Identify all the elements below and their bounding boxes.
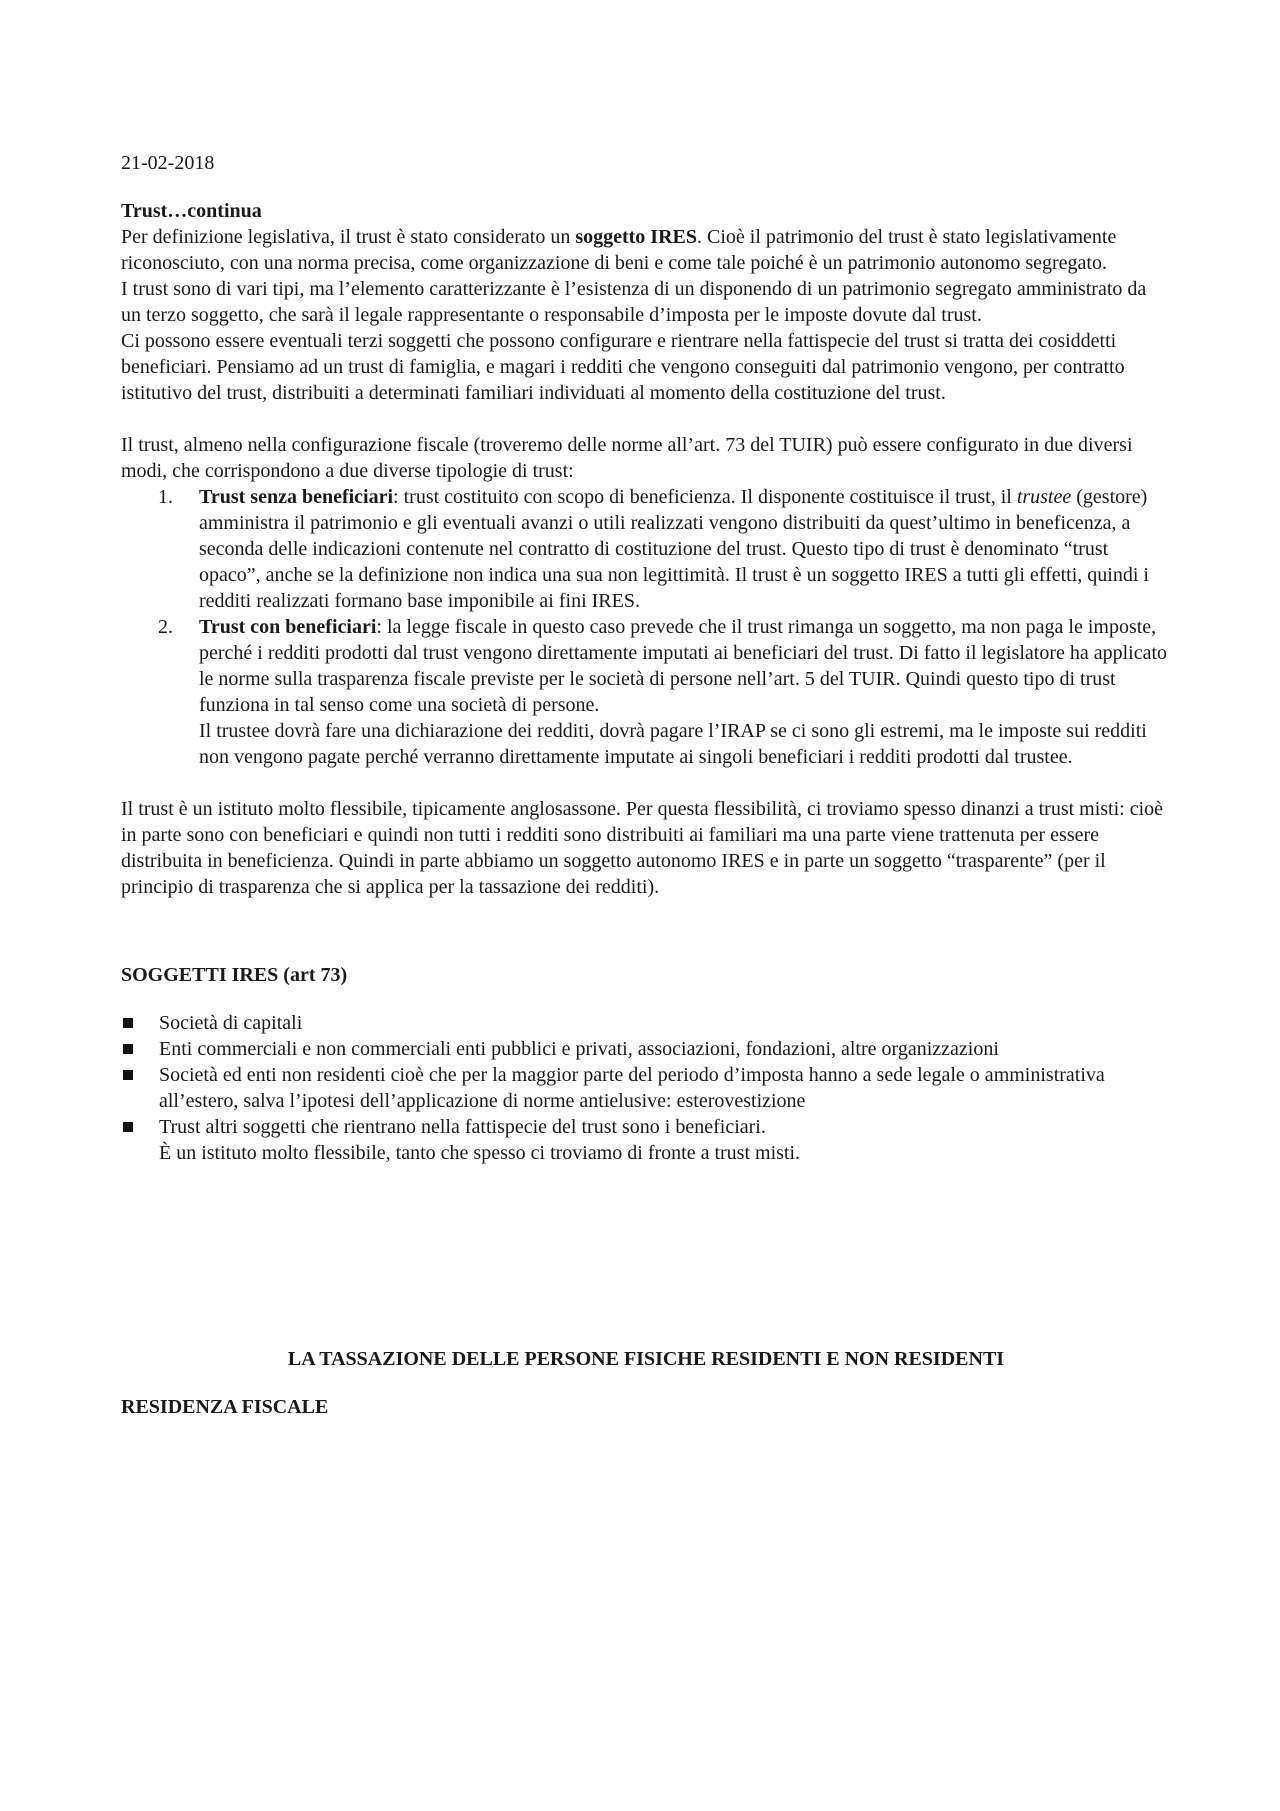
list-item-text-continued: (gestore) amministra il patrimonio e gli eventuali avanzi o utili realizzati vengono distribuiti da quest’ultimo in beneficenza, a seconda delle indicazioni contenute nel contratto di costituzione del trust. Questo tipo di trust è denominato “trust opaco”, anche se la definizione non indica una sua non legittimità. Il trust è un soggetto IRES a tutti gli effetti, quindi i redditi realizzati formano base imponibile ai fini IRES. xyxy=(199,486,1149,612)
list-item-bold: Trust con beneficiari xyxy=(199,616,377,638)
list-item xyxy=(121,1114,1171,1166)
document-date: 21-02-2018 xyxy=(121,152,215,174)
spacer xyxy=(121,988,1171,1010)
list-item-bold: Trust senza beneficiari xyxy=(199,486,394,508)
trust-types-list xyxy=(121,484,1171,770)
list-item-text: : la legge fiscale in questo caso prevede che il trust rimanga un soggetto, ma non paga le imposte, perché i redditi prodotti dal trust vengono direttamente imputati ai beneficiari del trust. Di fatto il legislatore ha applicato le norme sulla trasparenza fiscale previste per le società di persone nell’art. 5 del TUIR. Quindi questo tipo di trust funziona in tal senso come una società di persone. xyxy=(199,616,1168,716)
paragraph-beneficiari: Ci possono essere eventuali terzi soggetti che possono configurare e rientrare nella fattispecie del trust si tratta dei cosiddetti beneficiari. Pensiamo ad un trust di famiglia, e magari i redditi che vengono conseguiti dal patrimonio vengono, per contratto istitutivo del trust, distribuiti a determinati familiari individuati al momento della costituzione del trust. xyxy=(121,330,1125,404)
paragraph-definition-pre: Per definizione legislativa, il trust è stato considerato un xyxy=(121,226,576,248)
bold-soggetto-ires: soggetto IRES xyxy=(575,226,697,248)
paragraph-configuration: Il trust, almeno nella configurazione fiscale (troveremo delle norme all’art. 73 del TUIR) può essere configurato in due diversi modi, che corrispondono a due diverse tipologie di trust: xyxy=(121,434,1133,482)
list-item xyxy=(121,1062,1171,1114)
list-number: 1. xyxy=(158,486,173,508)
spacer xyxy=(121,1166,1171,1256)
square-bullet-icon xyxy=(123,1122,133,1132)
list-number: 2. xyxy=(158,616,173,638)
section-title-trust: Trust…continua xyxy=(121,200,262,222)
paragraph-types: I trust sono di vari tipi, ma l’elemento caratterizzante è l’esistenza di un disponendo di un patrimonio segregato amministrato da un terzo soggetto, che sarà il legale rappresentante o responsabile d’imposta per le imposte dovute dal trust. xyxy=(121,278,1147,326)
list-item-trust-senza-beneficiari xyxy=(121,484,1171,614)
paragraph-definition-post: . Cioè il patrimonio del trust è stato legislativamente riconosciuto, con una norma precisa, come organizzazione di beni e come tale poiché è un patrimonio autonomo segregato. xyxy=(121,226,1117,274)
list-item-text: Società ed enti non residenti cioè che per la maggior parte del periodo d’imposta hanno a sede legale o amministrativa all’estero, salva l’ipotesi dell’applicazione di norme antielusive: esterovestizione xyxy=(159,1064,1105,1112)
square-bullet-icon xyxy=(123,1070,133,1080)
list-item xyxy=(121,1010,1171,1036)
blank-line xyxy=(121,770,1171,796)
spacer xyxy=(121,1372,1171,1394)
square-bullet-icon xyxy=(123,1044,133,1054)
document-page xyxy=(121,150,1171,1420)
soggetti-list xyxy=(121,1010,1171,1166)
list-item-text: : trust costituito con scopo di beneficienza. Il disponente costituisce il trust, il xyxy=(393,486,1017,508)
heading-soggetti-ires: SOGGETTI IRES (art 73) xyxy=(121,964,348,986)
spacer xyxy=(121,1256,1171,1346)
square-bullet-icon xyxy=(123,1018,133,1028)
list-item-extra-paragraph: Il trustee dovrà fare una dichiarazione dei redditi, dovrà pagare l’IRAP se ci sono gli estremi, ma le imposte sui redditi non vengono pagate perché verranno direttamente imputate ai singoli beneficiari i redditi prodotti dal trustee. xyxy=(199,720,1147,768)
italic-trustee: trustee xyxy=(1016,486,1072,508)
list-item-text: Società di capitali xyxy=(159,1012,303,1034)
list-item-trust-con-beneficiari xyxy=(121,614,1171,770)
list-item-text: Trust altri soggetti che rientrano nella fattispecie del trust sono i beneficiari. È un istituto molto flessibile, tanto che spesso ci troviamo di fronte a trust misti. xyxy=(159,1116,801,1164)
paragraph-flessibile: Il trust è un istituto molto flessibile, tipicamente anglosassone. Per questa flessibilità, ci troviamo spesso dinanzi a trust misti: cioè in parte sono con beneficiari e quindi non tutti i redditi sono distribuiti ai familiari ma una parte viene trattenuta per essere distribuita in beneficienza. Quindi in parte abbiamo un soggetto autonomo IRES e in parte un soggetto “trasparente” (per il principio di trasparenza che si applica per la tassazione dei redditi). xyxy=(121,798,1164,898)
spacer xyxy=(121,900,1171,962)
main-heading: LA TASSAZIONE DELLE PERSONE FISICHE RESIDENTI E NON RESIDENTI xyxy=(287,1348,1005,1370)
list-item-text: Enti commerciali e non commerciali enti pubblici e privati, associazioni, fondazioni, altre organizzazioni xyxy=(159,1038,999,1060)
paragraph-definition xyxy=(121,224,1171,276)
list-item xyxy=(121,1036,1171,1062)
blank-line xyxy=(121,406,1171,432)
sub-heading: RESIDENZA FISCALE xyxy=(121,1396,329,1418)
